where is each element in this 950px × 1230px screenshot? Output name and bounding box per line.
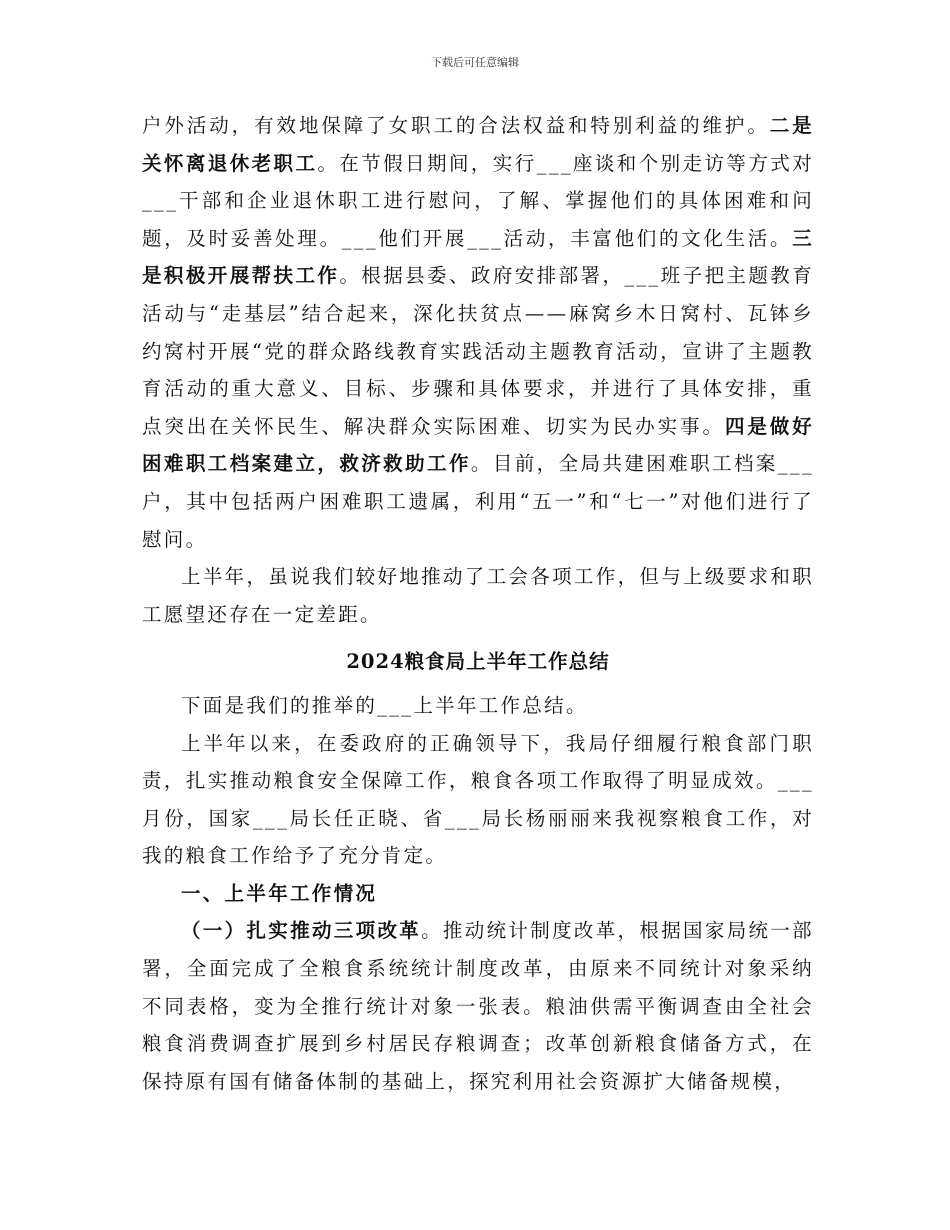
paragraph-reforms [142, 912, 814, 1100]
text-segment: 。根据县委、政府安排部署，___班子把主题教育活动与“走基层”结合起来，深化扶贫点——麻窝乡木日窝村、瓦钵乡约窝村开展“党的群众路线教育实践活动主题教育活动，宣讲了主题教育活动的重大意义、目标、步骤和具体要求，并进行了具体安排，重点突出在关怀民生、解决群众实际困难、切实为民办实事。 [142, 264, 815, 438]
paragraph-summary-gap: 上半年，虽说我们较好地推动了工会各项工作，但与上级要求和职工愿望还存在一定差距。 [142, 565, 814, 626]
paragraph-union-work [142, 107, 814, 558]
bold-point-four: 四是做好困难职工档案建立，救济救助工作 [142, 414, 814, 476]
page-header-note: 下载后可任意编辑 [431, 56, 519, 69]
document-title: 2024粮食局上半年工作总结 [346, 650, 610, 674]
bold-point-three: 三是积极开展帮扶工作 [142, 226, 814, 288]
paragraph-intro: 下面是我们的推举的___上半年工作总结。 [181, 693, 588, 717]
section-heading: 一、上半年工作情况 [181, 881, 378, 905]
text-segment: 。在节假日期间，实行___座谈和个别走访等方式对___干部和企业退休职工进行慰问，了解、掌握他们的具体困难和问题，及时妥善处理。___他们开展___活动，丰富他们的文化生活。 [142, 151, 814, 250]
bold-point-two: 二是关怀离退休老职工 [142, 114, 814, 175]
document-body [142, 107, 814, 1100]
paragraph-overview: 上半年以来，在委政府的正确领导下，我局仔细履行粮食部门职责，扎实推动粮食安全保障工作，粮食各项工作取得了明显成效。___月份，国家___局长任正晓、省___局长杨丽丽来我视察粮食工作，对我的粮食工作给予了充分肯定。 [142, 731, 814, 868]
text-segment: 户外活动，有效地保障了女职工的合法权益和特别利益的维护。 [142, 114, 770, 137]
text-segment: 。推动统计制度改革，根据国家局统一部署，全面完成了全粮食系统统计制度改革，由原来不同统计对象采纳不同表格，变为全推行统计对象一张表。粮油供需平衡调查由全社会粮食消费调查扩展到乡村居民存粮调查；改革创新粮食储备方式，在保持原有国有储备体制的基础上，探究利用社会资源扩大储备规模， [142, 919, 814, 1093]
bold-subheading: （一）扎实推动三项改革 [181, 919, 422, 943]
text-segment: 。目前，全局共建困难职工档案___户，其中包括两户困难职工遗属，利用“五一”和“七一”对他们进行了慰问。 [142, 452, 814, 551]
